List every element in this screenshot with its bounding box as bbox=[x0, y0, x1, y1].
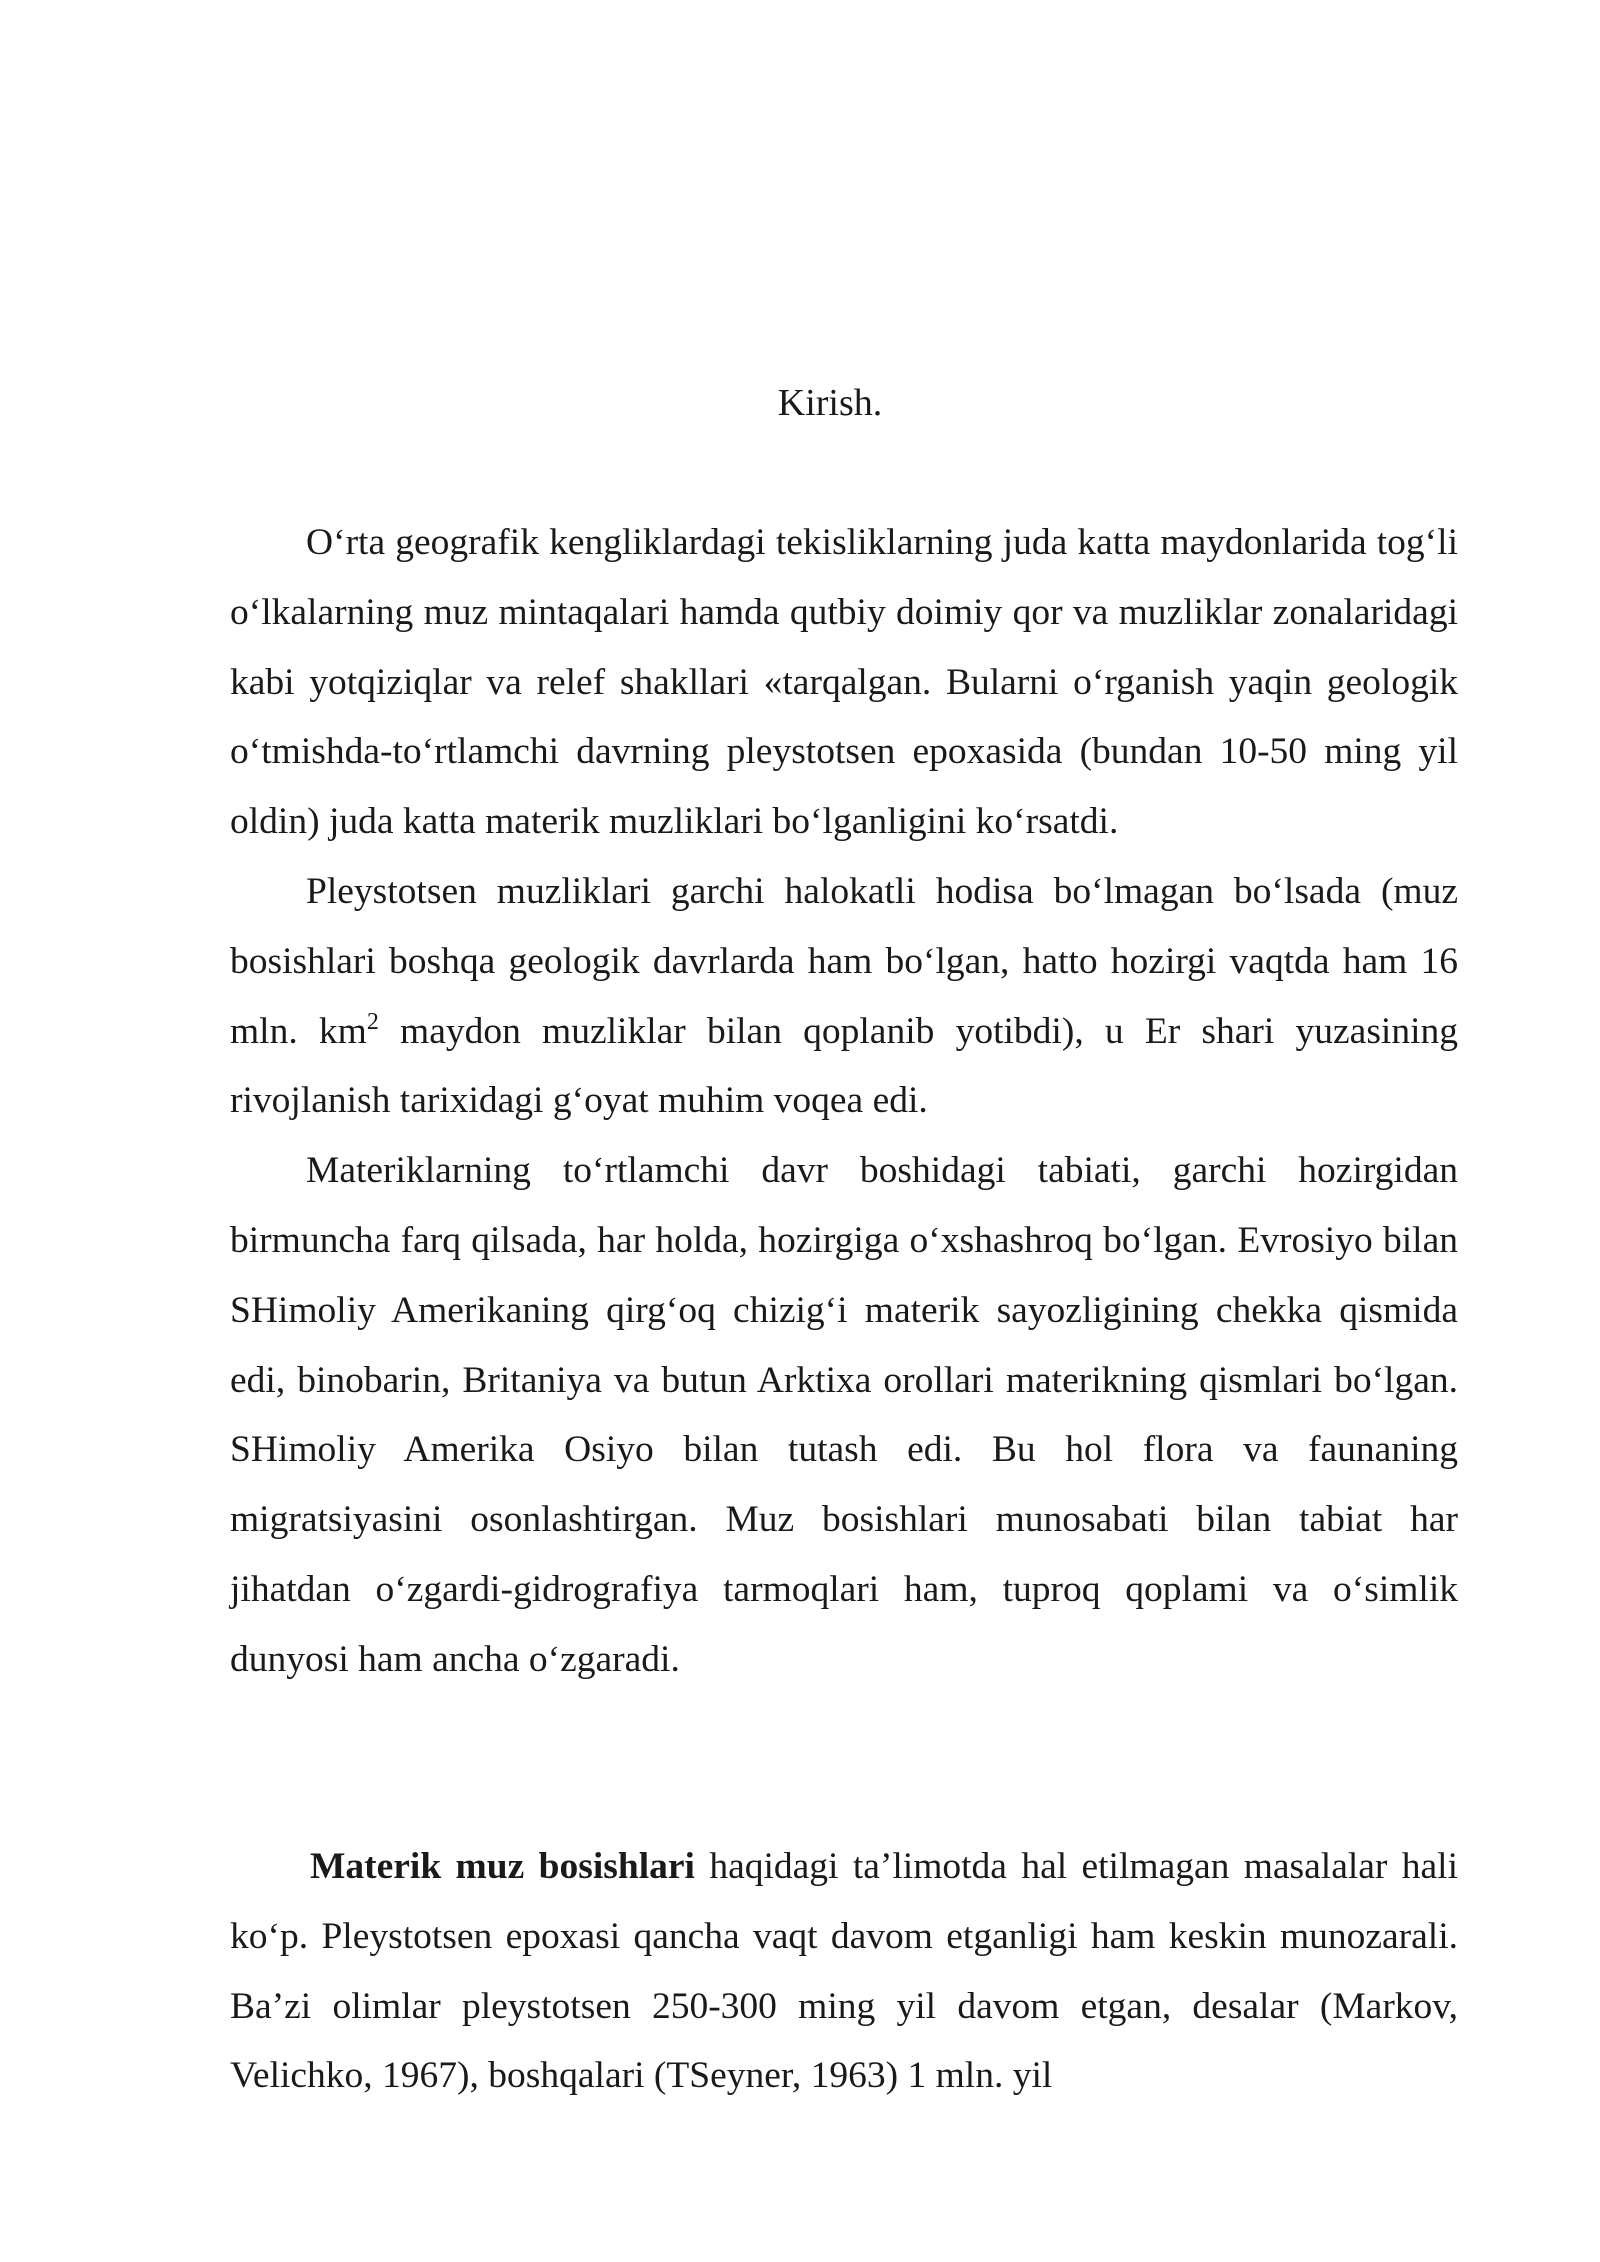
paragraph-1: O‘rta geografik kengliklardagi tekisliklarning juda katta maydonlarida tog‘li o‘lkalarning muz mintaqalari hamda qutbiy doimiy qor va muzliklar zonalaridagi kabi yotqiziqlar va relef shakllari «tarqalgan. Bularni o‘rganish yaqin geologik o‘tmishda-to‘rtlamchi davrning pleystotsen epoxasida (bundan 10-50 ming yil oldin) juda katta materik muzliklari bo‘lganligini ko‘rsatdi. bbox=[230, 522, 1458, 843]
paragraph-2 bbox=[230, 857, 1458, 1136]
paragraph-3: Materiklarning to‘rtlamchi davr boshidagi tabiati, garchi hozirgidan birmuncha farq qilsada, har holda, hozirgiga o‘xshashroq bo‘lgan. Evrosiyo bilan SHimoliy Amerikaning qirg‘oq chizig‘i materik sayozligining chekka qismida edi, binobarin, Britaniya va butun Arktixa orollari materikning qismlari bo‘lgan. SHimoliy Amerika Osiyo bilan tutash edi. Bu hol flora va faunaning migratsiyasini osonlashtirgan. Muz bosishlari munosabati bilan tabiat har jihatdan o‘zgardi-gidrografiya tarmoqlari ham, tuproq qoplami va o‘simlik dunyosi ham ancha o‘zgaradi. bbox=[230, 1150, 1458, 1680]
paragraph-2-text-before: Pleystotsen muzliklari garchi halokatli hodisa bo‘lmagan bo‘lsada (muz bosishlari boshqa geologik davrlarda ham bo‘lgan, hatto hozirgi vaqtda ham 16 mln. km bbox=[230, 870, 1458, 1052]
paragraph-4-bold-term: Materik muz bosishlari bbox=[310, 1846, 695, 1887]
text-block-intro bbox=[230, 508, 1458, 1695]
text-block-ice-sheets bbox=[230, 1832, 1458, 2111]
paragraph-2-text-after: maydon muzliklar bilan qoplanib yotibdi), u Er shari yuzasining rivojlanish tarixidagi g‘oyat muhim voqea edi. bbox=[230, 1010, 1458, 1122]
paragraph-4-text: haqidagi ta’limotda hal etilmagan masalalar hali ko‘p. Pleystotsen epoxasi qancha vaqt davom etganligi ham keskin munozarali. Ba’zi olimlar pleystotsen 250-300 ming yil davom etgan, desalar (Markov, Velichko, 1967), boshqalari (TSeyner, 1963) 1 mln. yil bbox=[230, 1846, 1458, 2097]
paragraph-4 bbox=[230, 1832, 1458, 2111]
page-title: Kirish. bbox=[777, 382, 883, 424]
superscript-squared: 2 bbox=[366, 1008, 379, 1035]
